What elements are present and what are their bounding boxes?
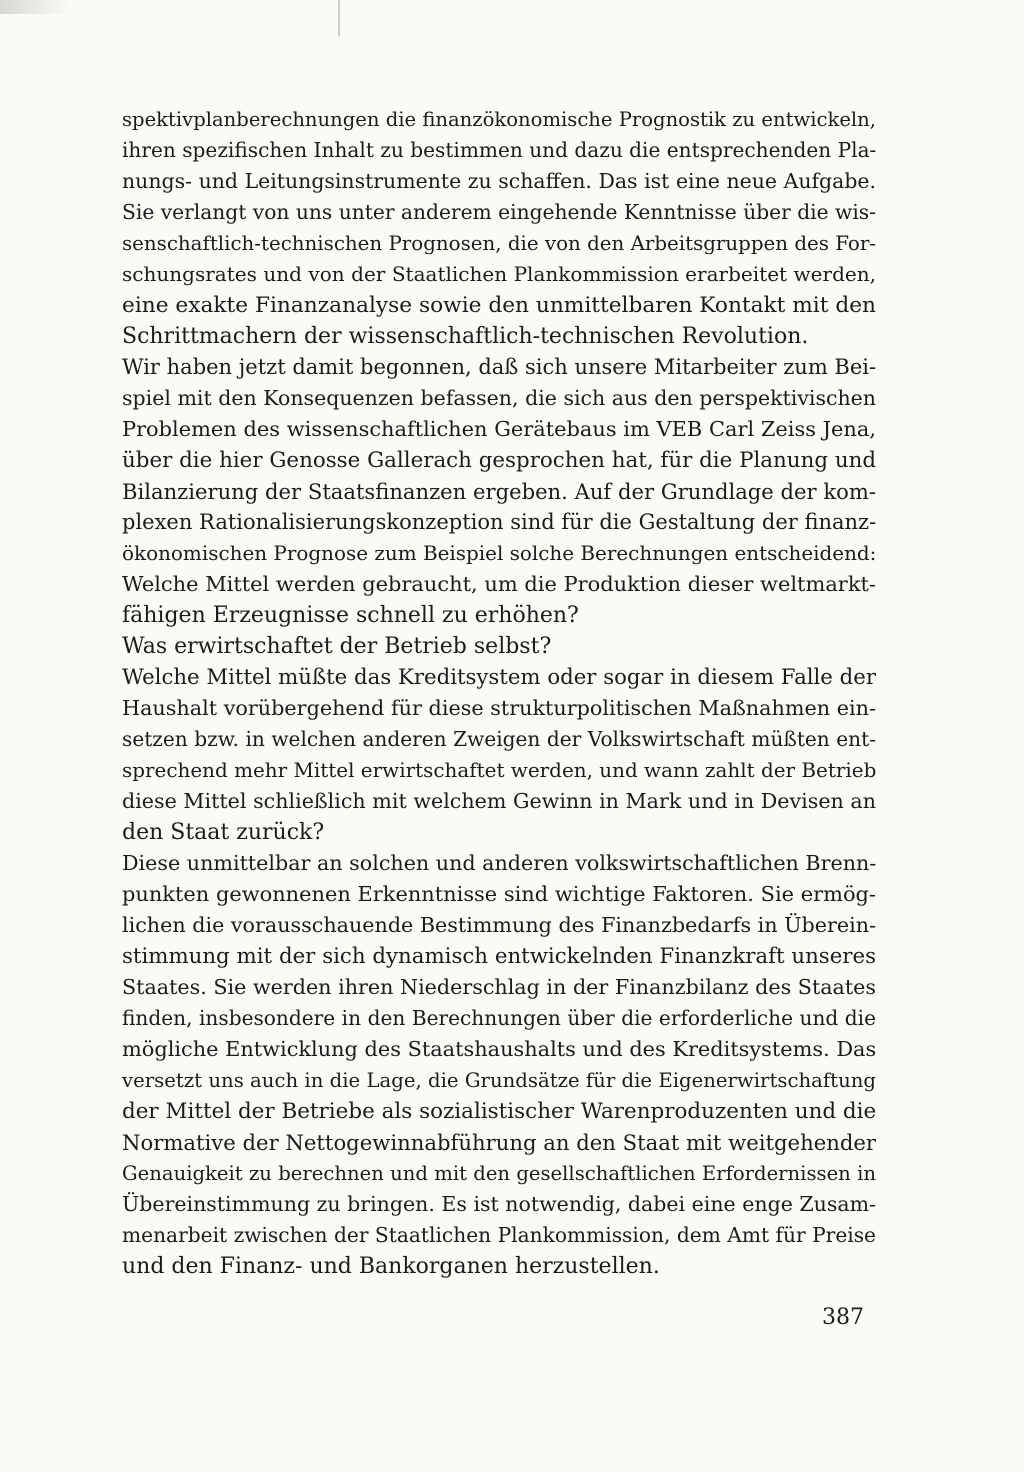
- page-number: 387: [822, 1305, 864, 1330]
- text-line: ihren spezifischen Inhalt zu bestimmen und dazu die entsprechenden Pla-: [122, 138, 877, 162]
- text-line: punkten gewonnenen Erkenntnisse sind wichtige Faktoren. Sie ermög-: [122, 882, 876, 906]
- text-line: spektivplanberechnungen die finanzökonomische Prognostik zu entwickeln,: [122, 108, 876, 131]
- text-line: Problemen des wissenschaftlichen Gerätebaus im VEB Carl Zeiss Jena,: [122, 417, 876, 441]
- text-line: schungsrates und von der Staatlichen Plankommission erarbeitet werden,: [122, 262, 876, 286]
- text-line: den Staat zurück?: [122, 820, 325, 845]
- text-line: Schrittmachern der wissenschaftlich-technischen Revolution.: [122, 324, 809, 349]
- text-line: Welche Mittel werden gebraucht, um die Produktion dieser weltmarkt-: [122, 572, 876, 596]
- text-line: mögliche Entwicklung des Staatshaushalts und des Kreditsystems. Das: [122, 1037, 877, 1061]
- text-line: Bilanzierung der Staatsfinanzen ergeben. Auf der Grundlage der kom-: [122, 479, 876, 504]
- text-line: und den Finanz- und Bankorganen herzustellen.: [122, 1254, 660, 1279]
- text-line: senschaftlich-technischen Prognosen, die von den Arbeitsgruppen des For-: [122, 232, 876, 255]
- text-line: der Mittel der Betriebe als sozialistischer Warenproduzenten und die: [122, 1099, 877, 1124]
- text-line: lichen die vorausschauende Bestimmung des Finanzbedarfs in Überein-: [122, 913, 877, 937]
- scan-mark: [338, 0, 340, 36]
- scan-artifact: [0, 0, 70, 14]
- text-line: fähigen Erzeugnisse schnell zu erhöhen?: [122, 603, 579, 628]
- text-line: sprechend mehr Mittel erwirtschaftet werden, und wann zahlt der Betrieb: [122, 758, 877, 782]
- text-line: Normative der Nettogewinnabführung an den Staat mit weitgehender: [122, 1130, 877, 1155]
- text-line: Welche Mittel müßte das Kreditsystem oder sogar in diesem Falle der: [122, 665, 876, 690]
- text-line: setzen bzw. in welchen anderen Zweigen der Volkswirtschaft müßten ent-: [122, 727, 876, 751]
- text-line: versetzt uns auch in die Lage, die Grundsätze für die Eigenerwirtschaftung: [122, 1069, 876, 1092]
- text-line: plexen Rationalisierungskonzeption sind für die Gestaltung der finanz-: [122, 510, 877, 534]
- text-line: eine exakte Finanzanalyse sowie den unmittelbaren Kontakt mit den: [122, 293, 876, 318]
- text-line: ökonomischen Prognose zum Beispiel solche Berechnungen entscheidend:: [122, 541, 877, 565]
- text-line: Was erwirtschaftet der Betrieb selbst?: [122, 634, 552, 659]
- text-line: finden, insbesondere in den Berechnungen über die erforderliche und die: [122, 1006, 876, 1030]
- text-line: Genauigkeit zu berechnen und mit den gesellschaftlichen Erfordernissen in: [122, 1162, 876, 1185]
- text-line: spiel mit den Konsequenzen befassen, die sich aus den perspektivischen: [122, 386, 876, 410]
- text-line: Sie verlangt von uns unter anderem eingehende Kenntnisse über die wis-: [122, 200, 876, 224]
- text-line: Wir haben jetzt damit begonnen, daß sich unsere Mitarbeiter zum Bei-: [122, 355, 877, 379]
- text-line: über die hier Genosse Gallerach gesprochen hat, für die Planung und: [122, 448, 877, 473]
- text-line: Haushalt vorübergehend für diese strukturpolitischen Maßnahmen ein-: [122, 696, 876, 720]
- text-line: Staates. Sie werden ihren Niederschlag in der Finanzbilanz des Staates: [122, 975, 876, 999]
- text-line: Übereinstimmung zu bringen. Es ist notwendig, dabei eine enge Zusam-: [122, 1192, 876, 1216]
- text-line: menarbeit zwischen der Staatlichen Plankommission, dem Amt für Preise: [122, 1223, 876, 1247]
- body-text: [122, 104, 876, 1282]
- text-line: stimmung mit der sich dynamisch entwickelnden Finanzkraft unseres: [122, 944, 876, 969]
- text-line: diese Mittel schließlich mit welchem Gewinn in Mark und in Devisen an: [122, 789, 876, 813]
- text-line: Diese unmittelbar an solchen und anderen volkswirtschaftlichen Brenn-: [122, 851, 877, 875]
- text-line: nungs- und Leitungsinstrumente zu schaffen. Das ist eine neue Aufgabe.: [122, 169, 876, 193]
